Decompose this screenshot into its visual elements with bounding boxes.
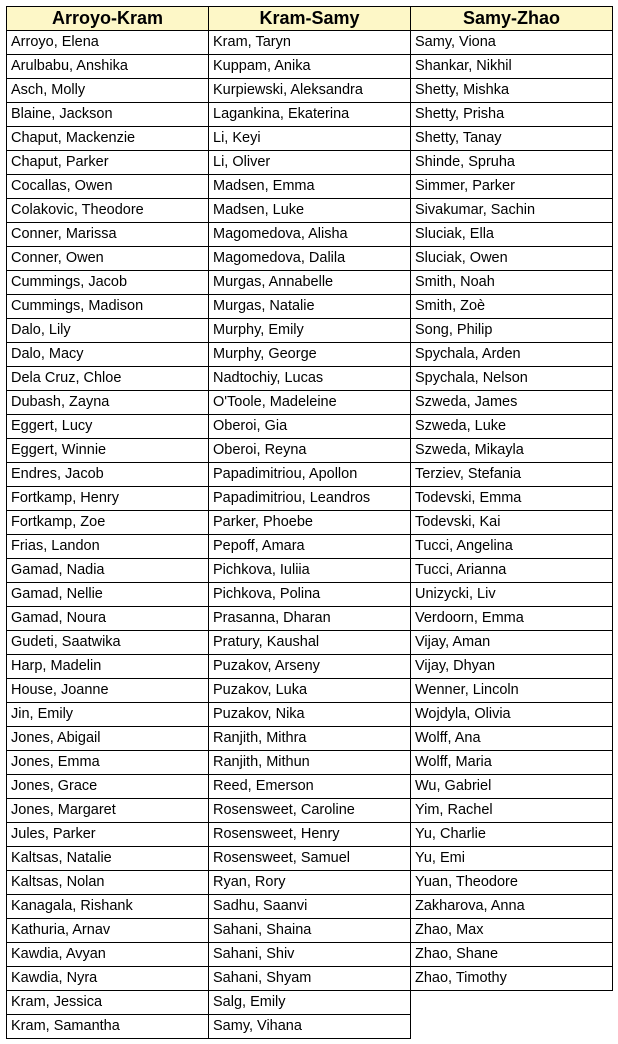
name-cell[interactable]: Jones, Margaret — [7, 799, 209, 823]
name-cell[interactable]: Gudeti, Saatwika — [7, 631, 209, 655]
name-cell[interactable]: Zhao, Timothy — [411, 967, 613, 991]
name-cell[interactable]: Kuppam, Anika — [209, 55, 411, 79]
name-cell[interactable]: Sahani, Shiv — [209, 943, 411, 967]
name-cell[interactable]: Pichkova, Polina — [209, 583, 411, 607]
name-cell[interactable]: Kathuria, Arnav — [7, 919, 209, 943]
table-row — [7, 559, 613, 583]
name-cell[interactable]: Yim, Rachel — [411, 799, 613, 823]
table-row — [7, 463, 613, 487]
name-cell[interactable]: Puzakov, Luka — [209, 679, 411, 703]
name-cell[interactable]: Shetty, Tanay — [411, 127, 613, 151]
name-cell[interactable]: Li, Oliver — [209, 151, 411, 175]
name-cell[interactable]: Pichkova, Iuliia — [209, 559, 411, 583]
name-cell[interactable]: Blaine, Jackson — [7, 103, 209, 127]
name-cell[interactable]: Murphy, Emily — [209, 319, 411, 343]
name-cell[interactable]: Kawdia, Nyra — [7, 967, 209, 991]
table-row — [7, 31, 613, 55]
name-cell[interactable]: Todevski, Emma — [411, 487, 613, 511]
table-row — [7, 343, 613, 367]
table-row — [7, 103, 613, 127]
name-cell[interactable]: Gamad, Noura — [7, 607, 209, 631]
name-cell[interactable]: Yu, Emi — [411, 847, 613, 871]
table-row — [7, 895, 613, 919]
name-cell[interactable]: Shankar, Nikhil — [411, 55, 613, 79]
table-row — [7, 439, 613, 463]
name-cell[interactable]: Cummings, Jacob — [7, 271, 209, 295]
name-cell[interactable]: Sadhu, Saanvi — [209, 895, 411, 919]
table-row — [7, 583, 613, 607]
table-row — [7, 151, 613, 175]
table-row — [7, 127, 613, 151]
name-cell[interactable]: Wolff, Maria — [411, 751, 613, 775]
name-cell[interactable]: Frias, Landon — [7, 535, 209, 559]
name-cell[interactable]: Simmer, Parker — [411, 175, 613, 199]
table-row — [7, 919, 613, 943]
name-cell[interactable]: Harp, Madelin — [7, 655, 209, 679]
name-cell[interactable]: Rosensweet, Henry — [209, 823, 411, 847]
name-cell[interactable]: Nadtochiy, Lucas — [209, 367, 411, 391]
table-row — [7, 799, 613, 823]
header-row — [7, 7, 613, 31]
name-cell[interactable]: Vijay, Dhyan — [411, 655, 613, 679]
name-cell[interactable]: Szweda, Mikayla — [411, 439, 613, 463]
name-cell[interactable]: Kaltsas, Nolan — [7, 871, 209, 895]
name-cell[interactable]: Szweda, James — [411, 391, 613, 415]
name-cell[interactable]: Kurpiewski, Aleksandra — [209, 79, 411, 103]
name-cell[interactable]: Magomedova, Dalila — [209, 247, 411, 271]
name-cell[interactable]: Zhao, Max — [411, 919, 613, 943]
table-row — [7, 199, 613, 223]
table-row — [7, 487, 613, 511]
table-row — [7, 727, 613, 751]
name-cell[interactable]: Jones, Grace — [7, 775, 209, 799]
name-cell[interactable]: Jones, Emma — [7, 751, 209, 775]
table-row — [7, 751, 613, 775]
name-cell[interactable]: Parker, Phoebe — [209, 511, 411, 535]
name-cell[interactable]: Yuan, Theodore — [411, 871, 613, 895]
name-cell[interactable]: Madsen, Luke — [209, 199, 411, 223]
name-cell[interactable]: Sluciak, Owen — [411, 247, 613, 271]
name-cell[interactable]: Verdoorn, Emma — [411, 607, 613, 631]
name-cell[interactable]: Unizycki, Liv — [411, 583, 613, 607]
name-cell[interactable]: Jones, Abigail — [7, 727, 209, 751]
column-header-arroyo-kram[interactable]: Arroyo-Kram — [7, 7, 209, 31]
name-cell[interactable]: Dubash, Zayna — [7, 391, 209, 415]
table-row — [7, 679, 613, 703]
name-cell[interactable]: Conner, Marissa — [7, 223, 209, 247]
name-cell[interactable]: Kram, Jessica — [7, 991, 209, 1015]
name-cell[interactable]: Pratury, Kaushal — [209, 631, 411, 655]
name-cell[interactable]: Jin, Emily — [7, 703, 209, 727]
name-cell[interactable]: Murgas, Annabelle — [209, 271, 411, 295]
name-cell[interactable]: Cummings, Madison — [7, 295, 209, 319]
name-cell[interactable]: Endres, Jacob — [7, 463, 209, 487]
name-cell[interactable]: Wenner, Lincoln — [411, 679, 613, 703]
name-cell[interactable]: Murgas, Natalie — [209, 295, 411, 319]
name-cell[interactable]: Puzakov, Arseny — [209, 655, 411, 679]
table-row — [7, 535, 613, 559]
table-row — [7, 607, 613, 631]
name-cell[interactable]: Fortkamp, Zoe — [7, 511, 209, 535]
name-cell[interactable]: Ranjith, Mithun — [209, 751, 411, 775]
table-row — [7, 367, 613, 391]
name-cell[interactable]: Pepoff, Amara — [209, 535, 411, 559]
name-cell[interactable]: Lagankina, Ekaterina — [209, 103, 411, 127]
table-row — [7, 943, 613, 967]
name-cell[interactable]: Prasanna, Dharan — [209, 607, 411, 631]
name-cell[interactable]: Sluciak, Ella — [411, 223, 613, 247]
name-cell[interactable]: Kram, Taryn — [209, 31, 411, 55]
table-row — [7, 55, 613, 79]
table-row — [7, 871, 613, 895]
column-header-kram-samy[interactable]: Kram-Samy — [209, 7, 411, 31]
name-cell[interactable]: Spychala, Nelson — [411, 367, 613, 391]
table-body — [7, 31, 613, 1039]
name-cell[interactable]: Ranjith, Mithra — [209, 727, 411, 751]
name-cell[interactable]: Vijay, Aman — [411, 631, 613, 655]
name-list-table — [6, 6, 613, 1039]
name-cell[interactable]: Zhao, Shane — [411, 943, 613, 967]
name-cell[interactable]: Wu, Gabriel — [411, 775, 613, 799]
name-cell[interactable]: Cocallas, Owen — [7, 175, 209, 199]
name-cell[interactable]: Murphy, George — [209, 343, 411, 367]
name-cell[interactable]: Arulbabu, Anshika — [7, 55, 209, 79]
name-cell[interactable]: Shinde, Spruha — [411, 151, 613, 175]
name-cell[interactable]: Smith, Zoè — [411, 295, 613, 319]
name-cell[interactable]: Ryan, Rory — [209, 871, 411, 895]
name-cell[interactable]: Szweda, Luke — [411, 415, 613, 439]
table-row — [7, 175, 613, 199]
name-cell[interactable]: Oberoi, Reyna — [209, 439, 411, 463]
table-row — [7, 823, 613, 847]
name-cell[interactable]: Samy, Viona — [411, 31, 613, 55]
name-cell[interactable]: Gamad, Nellie — [7, 583, 209, 607]
name-cell[interactable]: Fortkamp, Henry — [7, 487, 209, 511]
name-cell[interactable]: Spychala, Arden — [411, 343, 613, 367]
name-cell[interactable]: Chaput, Parker — [7, 151, 209, 175]
name-cell[interactable]: Tucci, Arianna — [411, 559, 613, 583]
name-cell[interactable]: Shetty, Mishka — [411, 79, 613, 103]
name-cell[interactable]: Colakovic, Theodore — [7, 199, 209, 223]
empty-cell[interactable] — [411, 991, 613, 1015]
name-cell[interactable]: Kaltsas, Natalie — [7, 847, 209, 871]
table-row — [7, 991, 613, 1015]
name-cell[interactable]: Kanagala, Rishank — [7, 895, 209, 919]
table-row — [7, 319, 613, 343]
name-cell[interactable]: Song, Philip — [411, 319, 613, 343]
table-row — [7, 271, 613, 295]
name-cell[interactable]: Eggert, Lucy — [7, 415, 209, 439]
name-cell[interactable]: O'Toole, Madeleine — [209, 391, 411, 415]
name-cell[interactable]: Jules, Parker — [7, 823, 209, 847]
name-cell[interactable]: Arroyo, Elena — [7, 31, 209, 55]
table-row — [7, 967, 613, 991]
name-cell[interactable]: Li, Keyi — [209, 127, 411, 151]
name-cell[interactable]: Todevski, Kai — [411, 511, 613, 535]
table-row — [7, 703, 613, 727]
table-row — [7, 247, 613, 271]
table-row — [7, 655, 613, 679]
name-cell[interactable]: Puzakov, Nika — [209, 703, 411, 727]
table-row — [7, 775, 613, 799]
name-cell[interactable]: Reed, Emerson — [209, 775, 411, 799]
name-cell[interactable]: Sahani, Shyam — [209, 967, 411, 991]
name-cell[interactable]: Wojdyla, Olivia — [411, 703, 613, 727]
name-cell[interactable]: Rosensweet, Caroline — [209, 799, 411, 823]
name-cell[interactable]: Madsen, Emma — [209, 175, 411, 199]
table-row — [7, 847, 613, 871]
name-cell[interactable]: Dela Cruz, Chloe — [7, 367, 209, 391]
name-cell[interactable]: Shetty, Prisha — [411, 103, 613, 127]
name-cell[interactable]: Salg, Emily — [209, 991, 411, 1015]
name-cell[interactable]: Papadimitriou, Leandros — [209, 487, 411, 511]
name-cell[interactable]: Eggert, Winnie — [7, 439, 209, 463]
name-cell[interactable]: Terziev, Stefania — [411, 463, 613, 487]
name-cell[interactable]: Papadimitriou, Apollon — [209, 463, 411, 487]
name-cell[interactable]: Sahani, Shaina — [209, 919, 411, 943]
name-cell[interactable]: Conner, Owen — [7, 247, 209, 271]
table-row — [7, 511, 613, 535]
name-cell[interactable]: Magomedova, Alisha — [209, 223, 411, 247]
name-cell[interactable]: Chaput, Mackenzie — [7, 127, 209, 151]
name-cell[interactable]: Gamad, Nadia — [7, 559, 209, 583]
table-row — [7, 1015, 613, 1039]
name-cell[interactable]: Smith, Noah — [411, 271, 613, 295]
name-cell[interactable]: Yu, Charlie — [411, 823, 613, 847]
table-row — [7, 415, 613, 439]
name-cell[interactable]: Zakharova, Anna — [411, 895, 613, 919]
name-cell[interactable]: Tucci, Angelina — [411, 535, 613, 559]
name-cell[interactable]: Oberoi, Gia — [209, 415, 411, 439]
name-cell[interactable]: House, Joanne — [7, 679, 209, 703]
name-cell[interactable]: Wolff, Ana — [411, 727, 613, 751]
name-cell[interactable]: Sivakumar, Sachin — [411, 199, 613, 223]
table-row — [7, 631, 613, 655]
name-cell[interactable]: Rosensweet, Samuel — [209, 847, 411, 871]
name-cell[interactable]: Kram, Samantha — [7, 1015, 209, 1039]
column-header-samy-zhao[interactable]: Samy-Zhao — [411, 7, 613, 31]
table-row — [7, 223, 613, 247]
name-cell[interactable]: Asch, Molly — [7, 79, 209, 103]
name-cell[interactable]: Dalo, Lily — [7, 319, 209, 343]
name-cell[interactable]: Dalo, Macy — [7, 343, 209, 367]
empty-cell[interactable] — [411, 1015, 613, 1039]
table-row — [7, 79, 613, 103]
name-cell[interactable]: Kawdia, Avyan — [7, 943, 209, 967]
name-cell[interactable]: Samy, Vihana — [209, 1015, 411, 1039]
table-row — [7, 295, 613, 319]
table-row — [7, 391, 613, 415]
